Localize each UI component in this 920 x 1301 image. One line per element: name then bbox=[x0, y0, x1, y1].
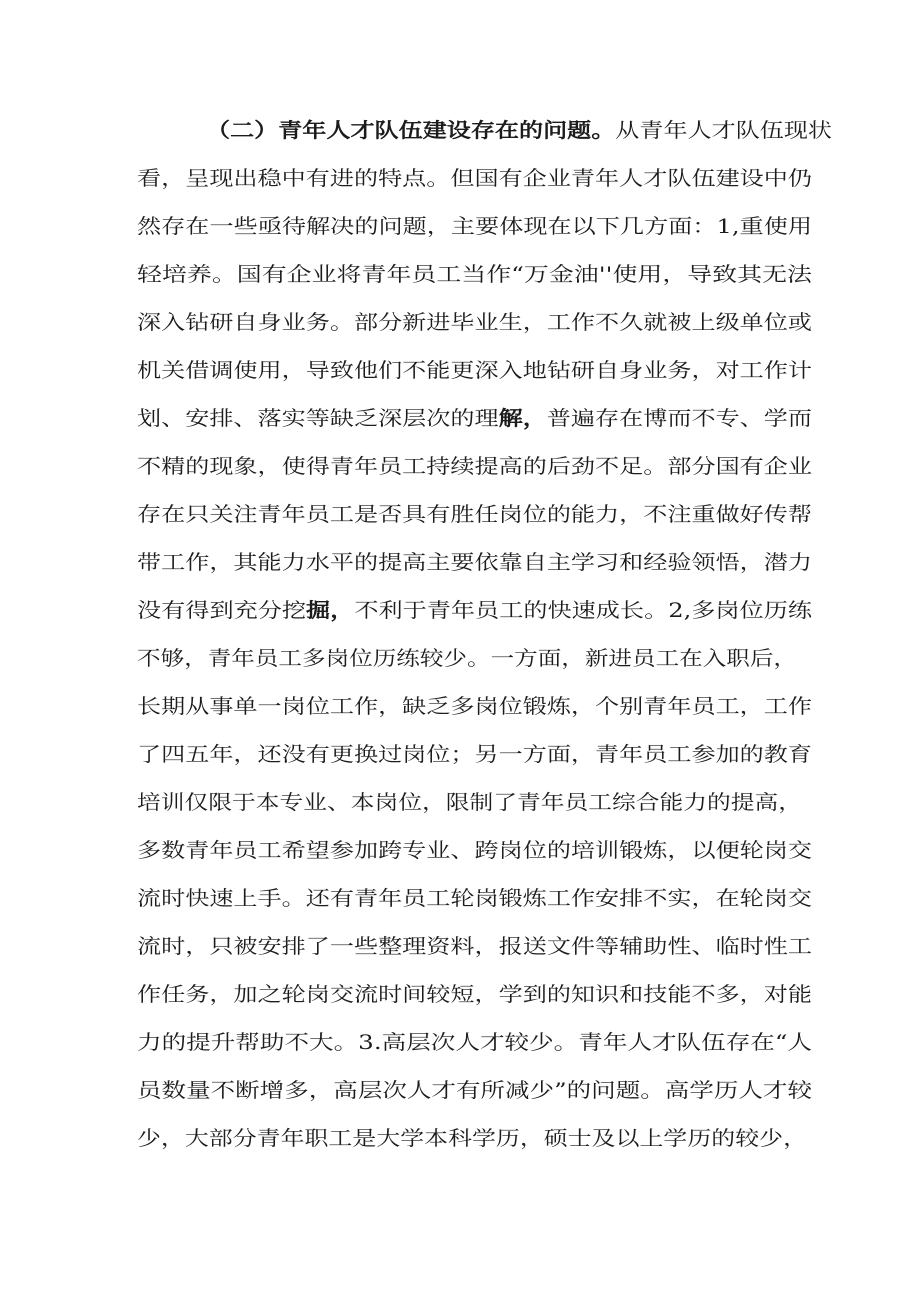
paragraph-line bbox=[0, 883, 920, 913]
line-text: 力的提升帮助不大。3.高层次人才较少。青年人才队伍存在“人 bbox=[137, 1030, 812, 1054]
paragraph-line bbox=[0, 1123, 920, 1153]
paragraph-line bbox=[0, 787, 920, 817]
paragraph-line bbox=[0, 259, 920, 289]
paragraph-line bbox=[0, 691, 920, 721]
paragraph-line bbox=[0, 595, 920, 625]
text-segment: 从青年人才队伍现状 bbox=[615, 118, 832, 142]
paragraph-line bbox=[0, 403, 920, 433]
paragraph-line bbox=[0, 931, 920, 961]
paragraph-line bbox=[0, 835, 920, 865]
line-text: 多数青年员工希望参加跨专业、跨岗位的培训锻炼，以便轮岗交 bbox=[137, 838, 812, 862]
line-text: 流时，只被安排了一些整理资料，报送文件等辅助性、临时性工 bbox=[137, 934, 812, 958]
line-text: 机关借调使用，导致他们不能更深入地钻研自身业务，对工作计 bbox=[137, 358, 812, 382]
paragraph-line bbox=[0, 643, 920, 673]
line-text: 不够，青年员工多岗位历练较少。一方面，新进员工在入职后， bbox=[137, 646, 797, 670]
paragraph-line bbox=[0, 547, 920, 577]
text-segment: 普遍存在博而不专、学而 bbox=[546, 406, 812, 430]
line-text: 深入钻研自身业务。部分新进毕业生，工作不久就被上级单位或 bbox=[137, 310, 812, 334]
paragraph-line bbox=[0, 499, 920, 529]
paragraph-line bbox=[0, 1027, 920, 1057]
line-text: 然存在一些亟待解决的问题，主要体现在以下几方面：1,重使用 bbox=[137, 214, 812, 238]
line-text: 轻培养。国有企业将青年员工当作“万金油''使用，导致其无法 bbox=[137, 262, 812, 286]
paragraph-line bbox=[0, 355, 920, 385]
line-text: 长期从事单一岗位工作，缺乏多岗位锻炼，个别青年员工，工作 bbox=[137, 694, 812, 718]
line-text: 看，呈现出稳中有进的特点。但国有企业青年人才队伍建设中仍 bbox=[137, 166, 812, 190]
paragraph-line bbox=[0, 115, 920, 145]
line-text: 作任务，加之轮岗交流时间较短，学到的知识和技能不多，对能 bbox=[137, 982, 812, 1006]
paragraph-line bbox=[0, 307, 920, 337]
text-segment: 没有得到充分挖 bbox=[137, 598, 307, 622]
line-text: 了四五年，还没有更换过岗位；另一方面，青年员工参加的教育 bbox=[137, 742, 812, 766]
line-text: 培训仅限于本专业、本岗位，限制了青年员工综合能力的提高， bbox=[137, 790, 802, 814]
section-heading: （二）青年人才队伍建设存在的问题。 bbox=[206, 118, 616, 142]
paragraph-line bbox=[0, 1075, 920, 1105]
paragraph-line bbox=[0, 979, 920, 1009]
text-segment: 划、安排、落实等缺乏深层次的理 bbox=[137, 406, 499, 430]
line-text: 带工作，其能力水平的提高主要依靠自主学习和经验领悟，潜力 bbox=[137, 550, 812, 574]
paragraph-line bbox=[0, 211, 920, 241]
line-text: 少，大部分青年职工是大学本科学历，硕士及以上学历的较少， bbox=[137, 1126, 807, 1150]
text-segment-bold: 掘， bbox=[306, 598, 355, 622]
paragraph-line bbox=[0, 739, 920, 769]
line-text: 不精的现象，使得青年员工持续提高的后劲不足。部分国有企业 bbox=[137, 454, 812, 478]
line-text: 存在只关注青年员工是否具有胜任岗位的能力，不注重做好传帮 bbox=[137, 502, 812, 526]
paragraph-line bbox=[0, 163, 920, 193]
line-text: 员数量不断增多，高层次人才有所减少”的问题。高学历人才较 bbox=[137, 1078, 812, 1102]
text-segment-bold: 解， bbox=[498, 406, 547, 430]
line-text: 流时快速上手。还有青年员工轮岗锻炼工作安排不实，在轮岗交 bbox=[137, 886, 812, 910]
text-segment: 不利于青年员工的快速成长。2,多岗位历练 bbox=[354, 598, 812, 622]
paragraph-line bbox=[0, 451, 920, 481]
